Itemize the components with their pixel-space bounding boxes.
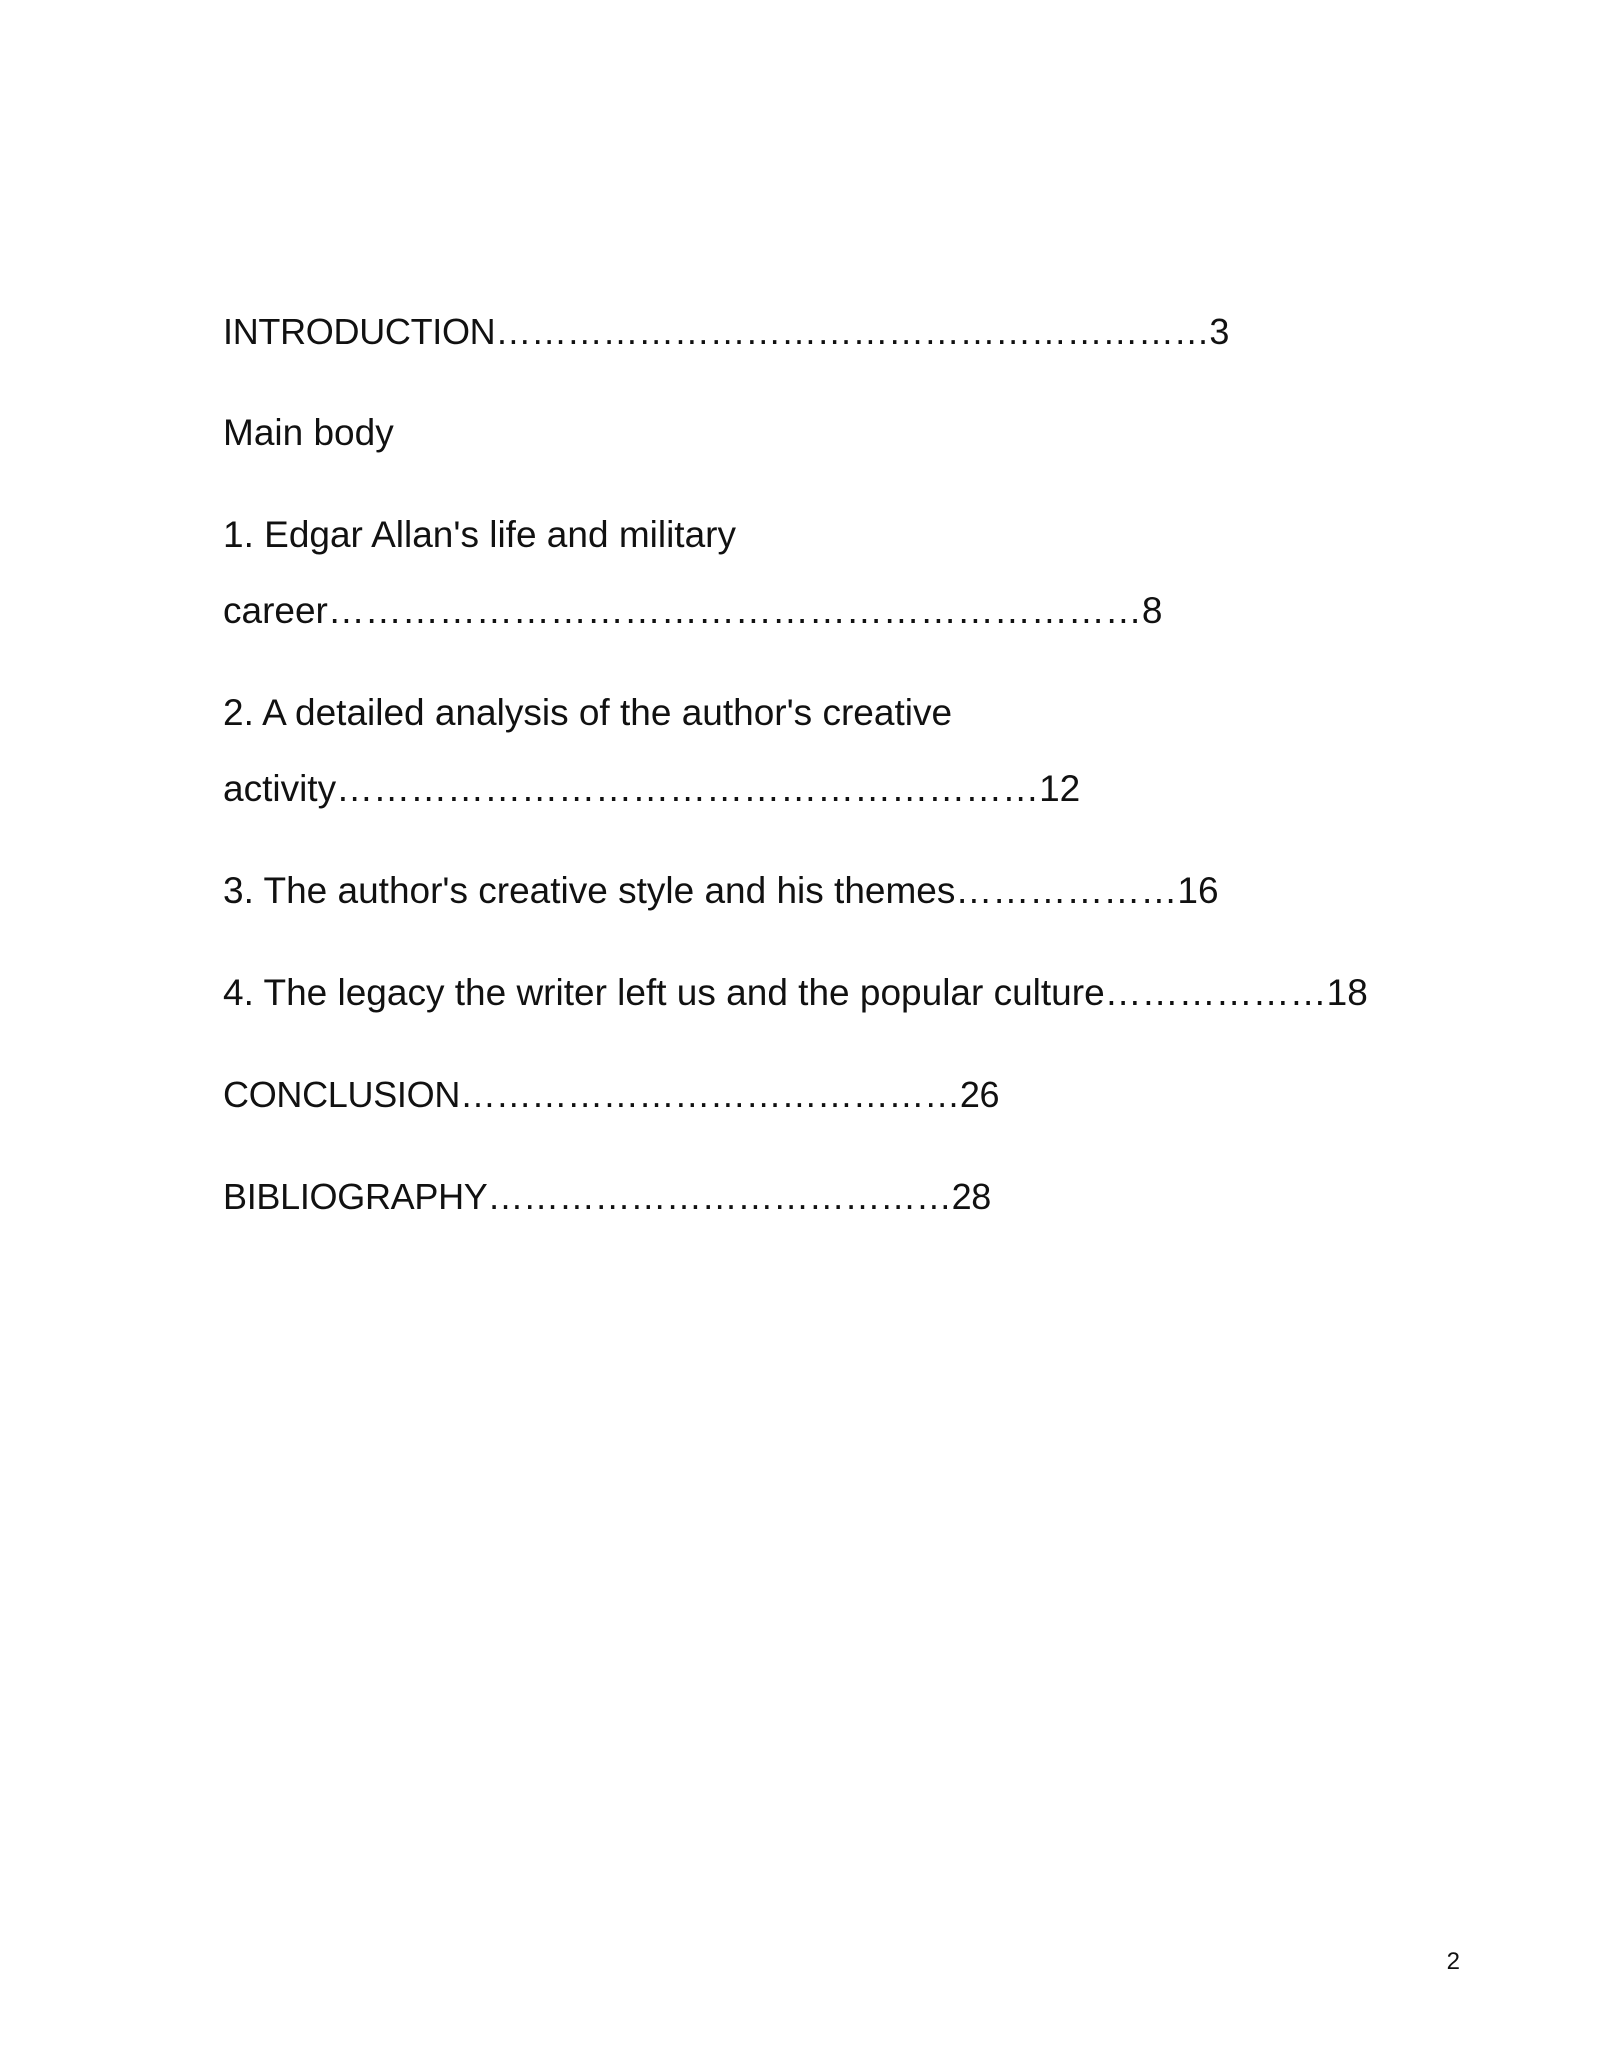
toc-item-1-line-1: 1. Edgar Allan's life and military (223, 514, 736, 555)
toc-item-4: 4. The legacy the writer left us and the popular culture………………18 (223, 972, 1368, 1013)
toc-item-2-line-1: 2. A detailed analysis of the author's creative (223, 692, 953, 733)
toc-conclusion: CONCLUSION……………………………………26 (223, 1074, 1000, 1115)
toc-introduction: INTRODUCTION……………………………………………………3 (223, 311, 1230, 352)
toc-bibliography: BIBLIOGRAPHY…………………………………28 (223, 1176, 992, 1217)
toc-main-body-heading: Main body (223, 412, 394, 453)
toc-item-1-line-2: career…………………………………………………………8 (223, 590, 1163, 631)
page-number: 2 (1446, 1948, 1460, 1975)
toc-item-3: 3. The author's creative style and his themes………………16 (223, 870, 1219, 911)
toc-item-2-line-2: activity…………………………………………………12 (223, 768, 1081, 809)
